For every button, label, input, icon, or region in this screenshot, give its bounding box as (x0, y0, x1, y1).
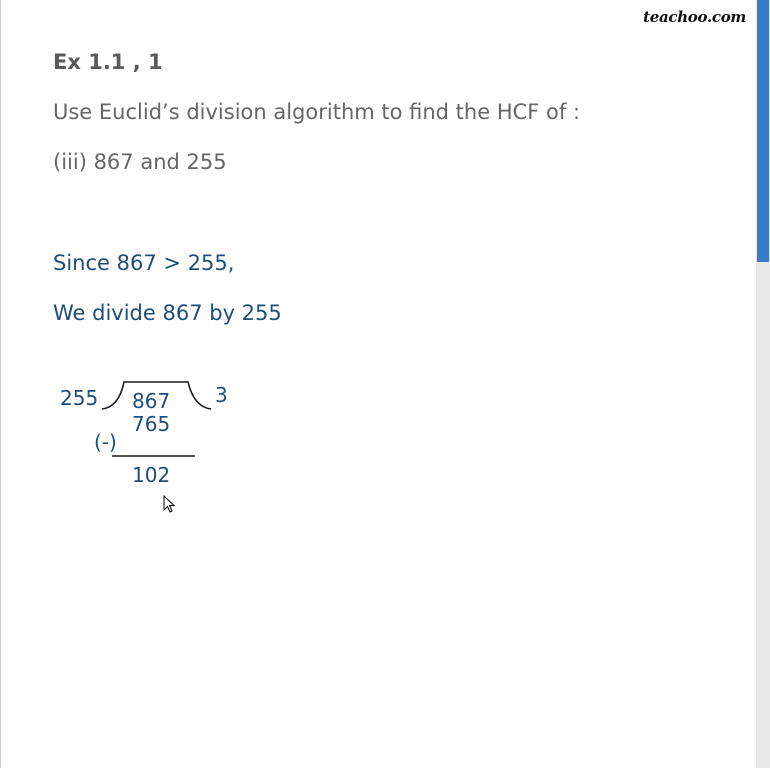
divisor: 255 (60, 386, 99, 410)
subtract-sign: (-) (94, 430, 117, 454)
scrollbar-thumb[interactable] (757, 0, 769, 262)
teachoo-logo[interactable]: teachoo.com (643, 8, 746, 26)
question-part: (iii) 867 and 255 (53, 150, 227, 174)
solution-line-1: Since 867 > 255, (53, 251, 235, 275)
division-bracket (1, 0, 770, 768)
dividend: 867 (132, 389, 171, 413)
question-text: Use Euclid’s division algorithm to find the HCF of : (53, 100, 581, 124)
long-division (1, 0, 770, 768)
solution-line-2: We divide 867 by 255 (53, 301, 282, 325)
quotient: 3 (215, 383, 228, 407)
vertical-scrollbar[interactable] (756, 0, 770, 768)
exercise-heading: Ex 1.1 , 1 (53, 50, 163, 74)
remainder: 102 (132, 463, 171, 487)
mouse-cursor-icon (163, 495, 177, 515)
product: 765 (132, 412, 171, 436)
